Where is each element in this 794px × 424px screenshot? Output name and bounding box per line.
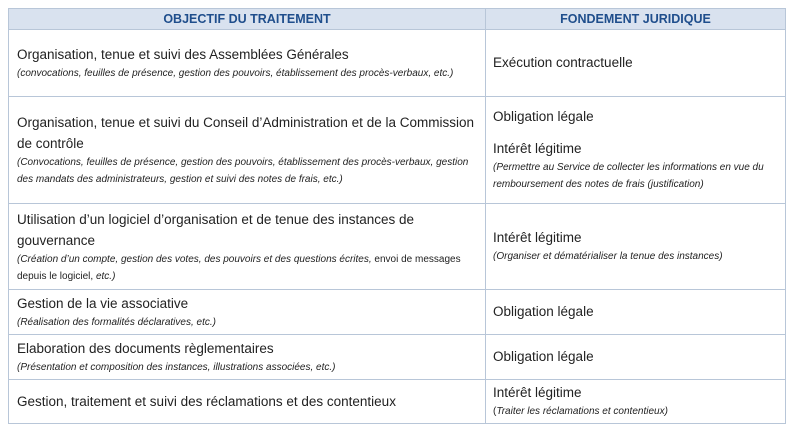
objective-detail: (Convocations, feuilles de présence, gestion des pouvoirs, établissement des procès-verbaux, gestion des mandats des administrateurs, gestion et suivi des notes de frais, etc.) (17, 157, 469, 185)
table-row (9, 380, 786, 424)
legal-basis-cell (486, 30, 786, 97)
objective-title: Organisation, tenue et suivi du Conseil d’Administration et de la Commission de contrôle (17, 115, 474, 151)
table-row (9, 97, 786, 204)
legal-basis-detail-part: ( (493, 406, 497, 417)
legal-basis: Obligation légale (493, 349, 594, 364)
objective-title: Organisation, tenue et suivi des Assemblées Générales (17, 47, 349, 62)
legal-basis-cell (486, 97, 786, 204)
objective-title: Utilisation d’un logiciel d’organisation et de tenue des instances de gouvernance (17, 211, 415, 248)
legal-basis: Obligation légale (493, 304, 594, 319)
table-row (9, 335, 786, 380)
table-row (9, 204, 786, 290)
objective-detail-part: (Création d’un compte, gestion des votes, des pouvoirs et des questions écrites, (17, 253, 372, 265)
table-row (9, 30, 786, 97)
objective-detail: (Présentation et composition des instances, illustrations associées, etc.) (17, 362, 336, 373)
objective-cell (9, 335, 486, 380)
legal-basis: Intérêt légitime (493, 230, 582, 245)
legal-basis-detail: (Permettre au Service de collecter les informations en vue du remboursement des notes de frais (justification) (493, 162, 764, 190)
legal-basis: Obligation légale (493, 109, 594, 124)
table-row (9, 290, 786, 335)
objective-detail: (convocations, feuilles de présence, gestion des pouvoirs, établissement des procès-verbaux, etc.) (17, 68, 454, 79)
objective-title: Elaboration des documents règlementaires (17, 341, 274, 356)
objective-cell (9, 30, 486, 97)
objective-cell (9, 290, 486, 335)
legal-basis-cell (486, 204, 786, 290)
table-header-row (9, 9, 786, 30)
objective-title: Gestion, traitement et suivi des réclamations et des contentieux (17, 394, 396, 409)
legal-basis-cell (486, 290, 786, 335)
legal-basis-detail-part: Traiter les réclamations et contentieux) (496, 406, 668, 417)
legal-basis-detail: (Organiser et dématérialiser la tenue des instances) (493, 251, 723, 262)
objective-detail-part: etc.) (95, 270, 116, 282)
objective-detail-part: envoi de messages depuis le logiciel, (17, 253, 461, 282)
legal-basis-cell (486, 335, 786, 380)
header-objective: OBJECTIF DU TRAITEMENT (9, 9, 486, 30)
objective-detail: (Réalisation des formalités déclaratives, etc.) (17, 317, 216, 328)
objective-cell (9, 380, 486, 424)
legal-basis-detail (493, 403, 779, 420)
legal-basis-cell (486, 380, 786, 424)
spacer (493, 127, 779, 139)
legal-basis-secondary: Intérêt légitime (493, 141, 582, 156)
header-legal-basis: FONDEMENT JURIDIQUE (486, 9, 786, 30)
processing-table (8, 8, 786, 424)
objective-detail (17, 251, 478, 285)
legal-basis: Intérêt légitime (493, 385, 582, 400)
objective-title: Gestion de la vie associative (17, 296, 189, 311)
objective-cell (9, 204, 486, 290)
objective-cell (9, 97, 486, 204)
legal-basis: Exécution contractuelle (493, 55, 633, 70)
